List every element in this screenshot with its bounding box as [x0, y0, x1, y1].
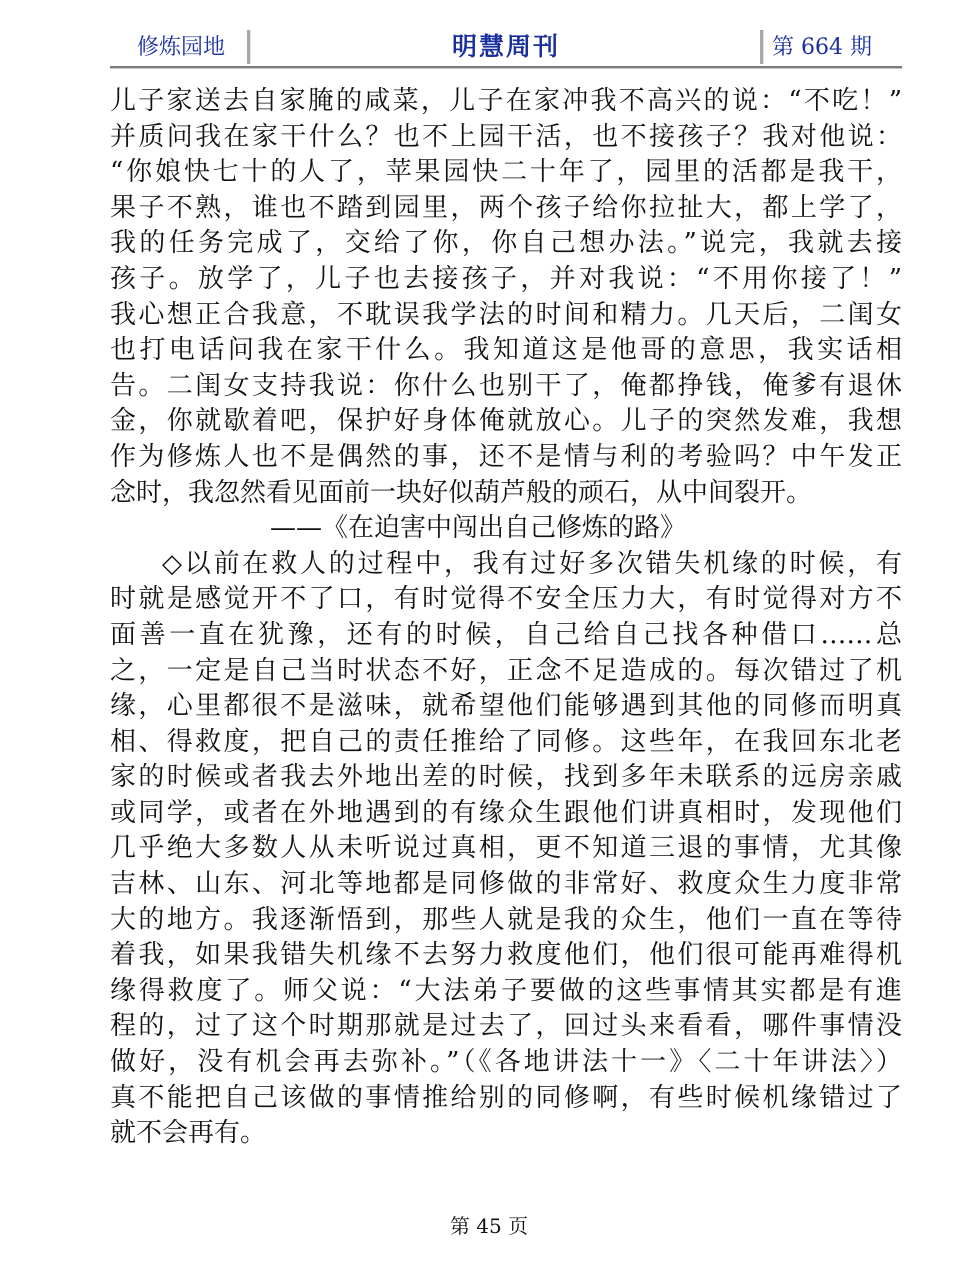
text-line: 之，一定是自己当时状态不好，正念不足造成的。每次错过了机: [110, 655, 902, 686]
text-line: 孩子。放学了，儿子也去接孩子，并对我说：“不用你接了！”: [110, 263, 902, 294]
article-body: [110, 84, 902, 1152]
text-line: 真不能把自己该做的事情推给别的同修啊，有些时候机缘错过了: [110, 1082, 902, 1113]
text-line: 我的任务完成了，交给了你，你自己想办法。”说完，我就去接: [110, 228, 902, 259]
text-line: ◇以前在救人的过程中，我有过好多次错失机缘的时候，有: [162, 548, 902, 579]
page-number: 第 45 页: [449, 1214, 529, 1238]
text-line: 吉林、山东、河北等地都是同修做的非常好、救度众生力度非常: [110, 869, 902, 900]
text-line: 相、得救度，把自己的责任推给了同修。这些年，在我回东北老: [110, 726, 902, 757]
text-line: 金，你就歇着吧，保护好身体俺就放心。儿子的突然发难，我想: [110, 406, 902, 437]
page-header: [110, 26, 902, 68]
text-line: 告。二闺女支持我说：你什么也别干了，俺都挣钱，俺爹有退休: [110, 370, 902, 401]
text-line: 儿子家送去自家腌的咸菜，儿子在家冲我不高兴的说：“不吃！”: [110, 86, 902, 116]
text-line: 缘，心里都很不是滋味，就希望他们能够遇到其他的同修而明真: [110, 691, 902, 722]
text-line: 面善一直在犹豫，还有的时候，自己给自己找各种借口……总: [110, 619, 902, 650]
header-rule: [110, 66, 902, 69]
section-title: 修炼园地: [137, 35, 226, 60]
text-line: 缘得救度了。师父说：“大法弟子要做的这些事情其实都是有進: [110, 975, 902, 1006]
text-line: 时就是感觉开不了口，有时觉得不安全压力大，有时觉得对方不: [110, 584, 902, 615]
publication-title: 明慧周刊: [451, 32, 560, 61]
header-divider-right: [760, 30, 764, 64]
text-line: “你娘快七十的人了，苹果园快二十年了，园里的活都是我干，: [110, 157, 902, 188]
text-line: 家的时候或者我去外地出差的时候，找到多年未联系的远房亲戚: [110, 762, 902, 793]
text-line: 念时，我忽然看见面前一块好似葫芦般的顽石，从中间裂开。: [110, 477, 813, 508]
issue-number: 第 664 期: [772, 35, 872, 60]
text-line: 就不会再有。: [110, 1118, 267, 1149]
article-citation: ——《在迫害中闯出自己修炼的路》: [270, 513, 687, 544]
text-line: 做好，没有机会再去弥补。”（《各地讲法十一》〈二十年讲法〉）: [110, 1047, 902, 1078]
text-line: 果子不熟，谁也不踏到园里，两个孩子给你拉扯大，都上学了，: [110, 192, 902, 223]
text-line: 程的，过了这个时期那就是过去了，回过头来看看，哪件事情没: [110, 1011, 902, 1042]
text-line: 几乎绝大多数人从未听说过真相，更不知道三退的事情，尤其像: [110, 833, 902, 864]
text-line: 也打电话问我在家干什么。我知道这是他哥的意思，我实话相: [110, 335, 902, 366]
text-line: 大的地方。我逐渐悟到，那些人就是我的众生，他们一直在等待: [110, 904, 902, 935]
text-line: 我心想正合我意，不耽误我学法的时间和精力。几天后，二闺女: [110, 299, 902, 330]
text-line: 或同学，或者在外地遇到的有缘众生跟他们讲真相时，发现他们: [110, 797, 902, 828]
text-line: 作为修炼人也不是偶然的事，还不是情与利的考验吗？中午发正: [110, 441, 902, 472]
text-line: 并质问我在家干什么？也不上园干活，也不接孩子？我对他说：: [110, 121, 902, 152]
text-line: 着我，如果我错失机缘不去努力救度他们，他们很可能再难得机: [110, 940, 902, 971]
